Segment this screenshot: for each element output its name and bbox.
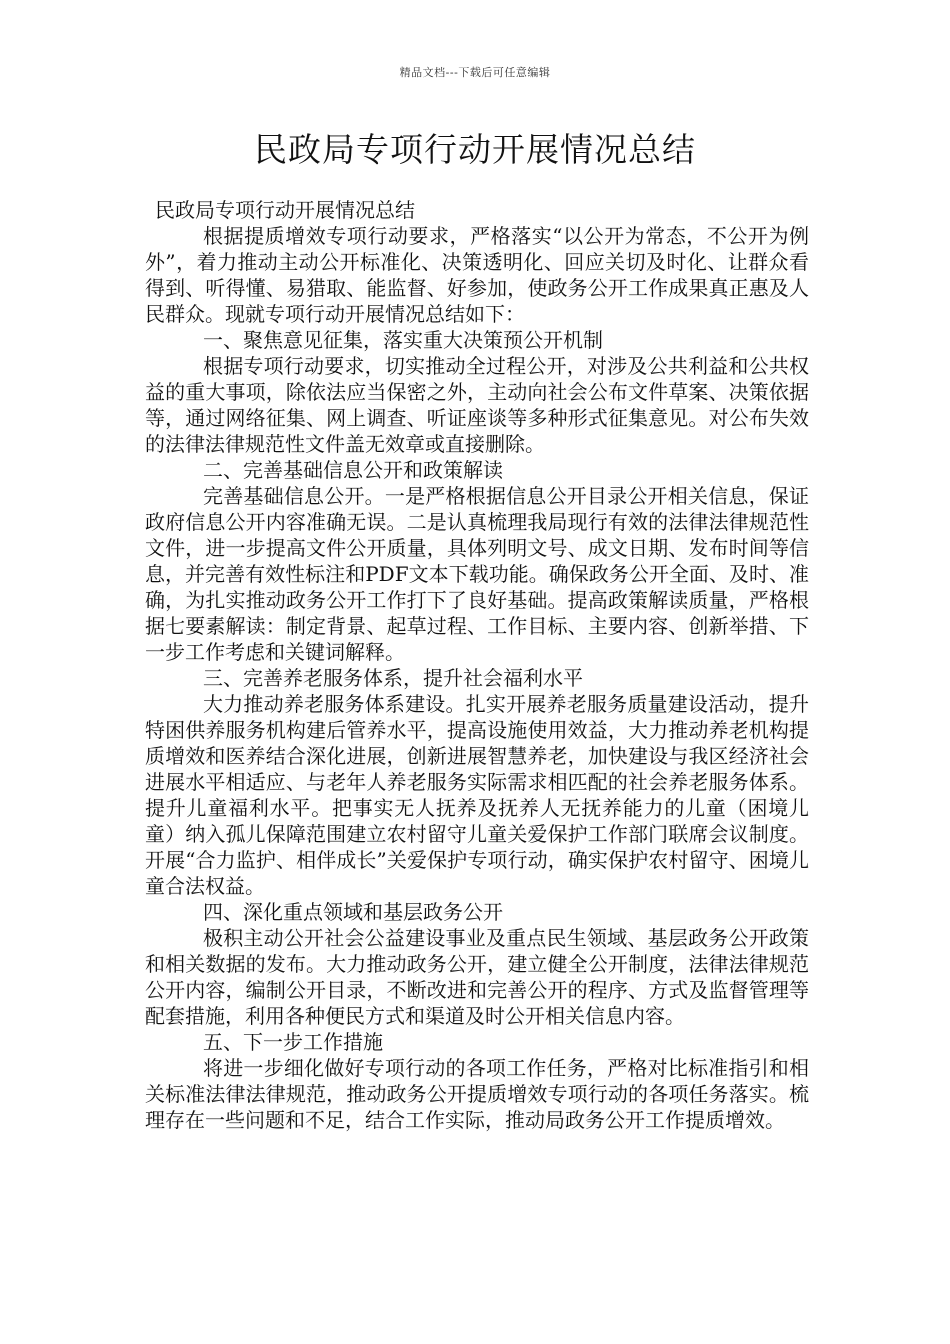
section-heading-2: 二、完善基础信息公开和政策解读 [203,458,503,482]
section-paragraph-5: 将进一步细化做好专项行动的各项工作任务，严格对比标准指引和相关标准法律法律规范，推动政务公开提质增效专项行动的各项任务落实。梳理存在一些问题和不足，结合工作实际，推动局政务公开工作提质增效。 [145,1056,809,1132]
section-paragraph-4: 极积主动公开社会公益建设事业及重点民生领域、基层政务公开政策和相关数据的发布。大力推动政务公开，建立健全公开制度，法律法律规范公开内容，编制公开目录，不断改进和完善公开的程序、方式及监督管理等配套措施，利用各种便民方式和渠道及时公开相关信息内容。 [145,926,809,1028]
section-heading-3: 三、完善养老服务体系，提升社会福利水平 [203,666,583,690]
document-body [145,197,809,1133]
section-heading-4: 四、深化重点领域和基层政务公开 [203,900,503,924]
section-paragraph-1: 根据专项行动要求，切实推动全过程公开，对涉及公共利益和公共权益的重大事项，除依法应当保密之外，主动向社会公布文件草案、决策依据等，通过网络征集、网上调查、听证座谈等多种形式征集意见。对公布失效的法律法律规范性文件盖无效章或直接删除。 [145,354,809,456]
section-paragraph-2: 完善基础信息公开。一是严格根据信息公开目录公开相关信息，保证政府信息公开内容准确无误。二是认真梳理我局现行有效的法律法律规范性文件，进一步提高文件公开质量，具体列明文号、成文日期、发布时间等信息，并完善有效性标注和PDF文本下载功能。确保政务公开全面、及时、准确，为扎实推动政务公开工作打下了良好基础。提高政策解读质量，严格根据七要素解读：制定背景、起草过程、工作目标、主要内容、创新举措、下一步工作考虑和关键词解释。 [145,484,809,664]
intro-paragraph: 根据提质增效专项行动要求，严格落实“以公开为常态，不公开为例外”，着力推动主动公开标准化、决策透明化、回应关切及时化、让群众看得到、听得懂、易猎取、能监督、好参加，使政务公开工作成果真正惠及人民群众。现就专项行动开展情况总结如下： [145,224,809,326]
header-note: 精品文档---下载后可任意编辑 [399,66,551,79]
section-heading-5: 五、下一步工作措施 [203,1030,383,1054]
document-title: 民政局专项行动开展情况总结 [254,130,696,169]
section-paragraph-3: 大力推动养老服务体系建设。扎实开展养老服务质量建设活动，提升特困供养服务机构建后管养水平，提高设施使用效益，大力推动养老机构提质增效和医养结合深化进展，创新进展智慧养老，加快建设与我区经济社会进展水平相适应、与老年人养老服务实际需求相匹配的社会养老服务体系。提升儿童福利水平。把事实无人抚养及抚养人无抚养能力的儿童（困境儿童）纳入孤儿保障范围建立农村留守儿童关爱保护工作部门联席会议制度。开展“合力监护、相伴成长”关爱保护专项行动，确实保护农村留守、困境儿童合法权益。 [145,692,809,898]
section-heading-1: 一、聚焦意见征集，落实重大决策预公开机制 [203,328,603,352]
document-subtitle: 民政局专项行动开展情况总结 [155,198,415,222]
